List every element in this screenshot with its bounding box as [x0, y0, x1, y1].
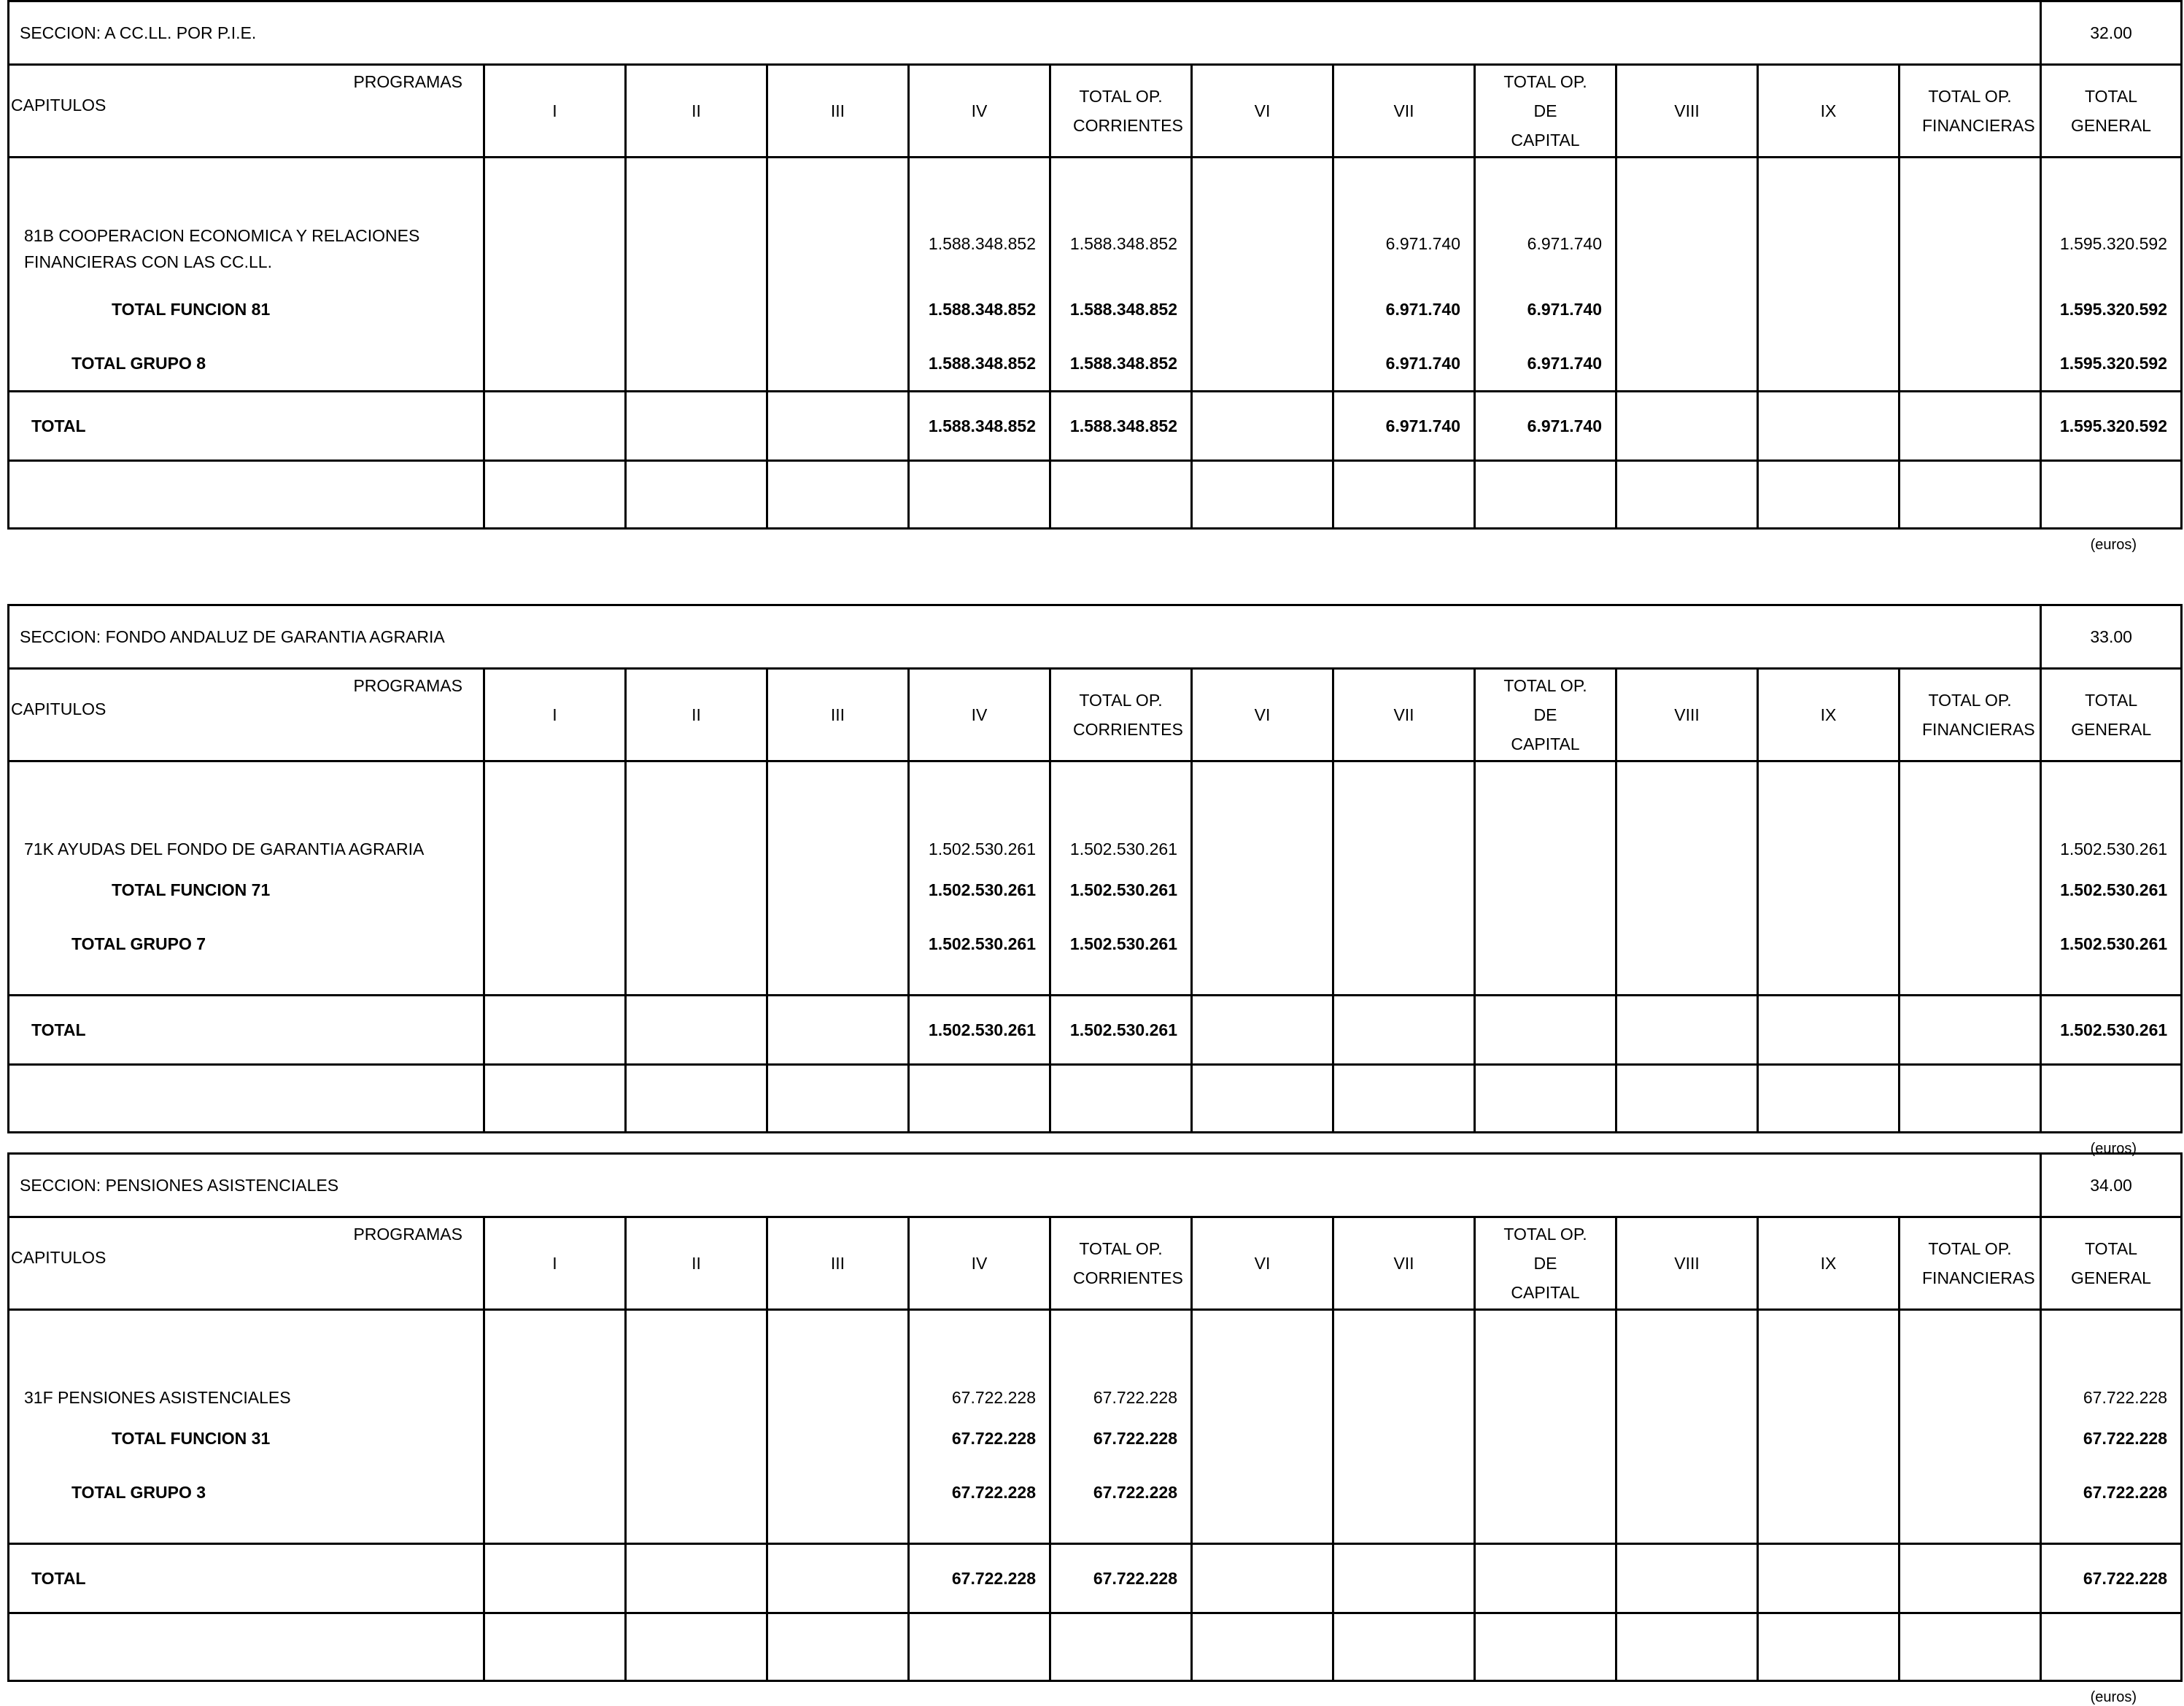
total-value: 67.722.228: [909, 1544, 1050, 1613]
empty-cell: [1758, 461, 1900, 529]
section-code: 34.00: [2041, 1154, 2182, 1217]
column-header: III: [767, 1217, 909, 1310]
capitulos-label: CAPITULOS: [11, 1248, 107, 1267]
column-header: IV: [909, 65, 1050, 158]
empty-cell: [1900, 1613, 2041, 1681]
total-grupo-value: 67.722.228: [2083, 1483, 2167, 1502]
program-value-cell: [1900, 761, 2041, 996]
empty-cell: [9, 1613, 484, 1681]
empty-row: [9, 1065, 2182, 1133]
program-value-cell: [626, 158, 767, 392]
program-value-cell: [1050, 1310, 1192, 1544]
total-grupo-value: 1.502.530.261: [1069, 934, 1177, 953]
column-header: IV: [909, 669, 1050, 761]
total-funcion-value: 1.588.348.852: [928, 300, 1036, 319]
program-value-cell: [2041, 158, 2182, 392]
column-header: II: [626, 669, 767, 761]
total-value: [484, 996, 626, 1065]
total-grupo-value: 1.588.348.852: [1069, 354, 1177, 373]
column-header: I: [484, 1217, 626, 1310]
section-title: SECCION: FONDO ANDALUZ DE GARANTIA AGRARIA: [9, 605, 2041, 669]
column-header: VI: [1192, 669, 1333, 761]
column-header: TOTAL OP. CORRIENTES: [1050, 65, 1192, 158]
total-value: [484, 392, 626, 461]
column-header: IX: [1758, 669, 1900, 761]
column-header: TOTAL GENERAL: [2041, 669, 2182, 761]
section-title: SECCION: A CC.LL. POR P.I.E.: [9, 1, 2041, 65]
programas-label: PROGRAMAS: [353, 676, 462, 695]
empty-cell: [1475, 461, 1616, 529]
budget-section: [0, 1152, 2184, 1705]
total-funcion-label: TOTAL FUNCION 31: [112, 1429, 271, 1448]
empty-cell: [1192, 1065, 1333, 1133]
capitulos-label: CAPITULOS: [11, 96, 107, 115]
empty-cell: [626, 1065, 767, 1133]
section-total-row: [9, 1544, 2182, 1613]
program-value-cell: [767, 158, 909, 392]
column-header: VI: [1192, 65, 1333, 158]
empty-cell: [1900, 461, 2041, 529]
total-value: 67.722.228: [1050, 1544, 1192, 1613]
program-value-cell: [2041, 1310, 2182, 1544]
budget-section: [0, 0, 2184, 553]
unit-note: (euros): [2090, 1141, 2137, 1157]
total-value: [626, 392, 767, 461]
total-value: [767, 1544, 909, 1613]
total-value: [1192, 392, 1333, 461]
section-total-row: [9, 392, 2182, 461]
total-grupo-value: 1.502.530.261: [2060, 934, 2168, 953]
total-value: 1.588.348.852: [1050, 392, 1192, 461]
column-header: TOTAL GENERAL: [2041, 1217, 2182, 1310]
column-header: II: [626, 65, 767, 158]
program-value-cell: [1333, 1310, 1475, 1544]
total-value: [1758, 996, 1900, 1065]
program-value: 1.502.530.261: [1069, 840, 1177, 858]
total-value: [1758, 1544, 1900, 1613]
program-label: 81B COOPERACION ECONOMICA Y RELACIONES FINANCIERAS CON LAS CC.LL.: [24, 226, 420, 271]
total-value: [1616, 1544, 1758, 1613]
program-label-cell: [9, 158, 484, 392]
section-title-row: [9, 1154, 2182, 1217]
empty-cell: [1616, 1613, 1758, 1681]
empty-cell: [1192, 1613, 1333, 1681]
program-value-cell: [1192, 158, 1333, 392]
section-code: 32.00: [2041, 1, 2182, 65]
program-value-cell: [909, 158, 1050, 392]
empty-cell: [909, 1613, 1050, 1681]
program-value-cell: [1616, 761, 1758, 996]
total-label: TOTAL: [9, 392, 484, 461]
programas-label: PROGRAMAS: [353, 72, 462, 91]
total-grupo-value: 1.502.530.261: [928, 934, 1036, 953]
program-value-cell: [1616, 1310, 1758, 1544]
column-header-row: [9, 1217, 2182, 1310]
empty-cell: [9, 1065, 484, 1133]
total-grupo-value: 67.722.228: [1093, 1483, 1177, 1502]
column-header: IX: [1758, 1217, 1900, 1310]
program-value-cell: [1900, 158, 2041, 392]
program-value-cell: [909, 1310, 1050, 1544]
total-value: [767, 392, 909, 461]
program-label: 71K AYUDAS DEL FONDO DE GARANTIA AGRARIA: [24, 840, 425, 858]
program-value-cell: [1050, 761, 1192, 996]
empty-cell: [1333, 1065, 1475, 1133]
program-block: [9, 1310, 2182, 1544]
column-header: TOTAL OP. FINANCIERAS: [1900, 1217, 2041, 1310]
program-value: 6.971.740: [1527, 234, 1602, 253]
total-grupo-value: 1.588.348.852: [928, 354, 1036, 373]
column-header: III: [767, 65, 909, 158]
program-label: 31F PENSIONES ASISTENCIALES: [24, 1388, 291, 1407]
program-value-cell: [626, 761, 767, 996]
program-value-cell: [484, 158, 626, 392]
column-header: IX: [1758, 65, 1900, 158]
total-value: [1900, 996, 2041, 1065]
empty-cell: [1475, 1065, 1616, 1133]
capitulos-header-cell: [9, 1217, 484, 1310]
empty-cell: [767, 461, 909, 529]
total-value: [1192, 1544, 1333, 1613]
program-value-cell: [1192, 1310, 1333, 1544]
empty-cell: [1192, 461, 1333, 529]
total-value: [1758, 392, 1900, 461]
empty-cell: [1900, 1065, 2041, 1133]
column-header: VIII: [1616, 1217, 1758, 1310]
program-value-cell: [767, 1310, 909, 1544]
total-funcion-label: TOTAL FUNCION 81: [112, 300, 271, 319]
empty-cell: [1616, 461, 1758, 529]
capitulos-header-cell: [9, 669, 484, 761]
empty-cell: [484, 1613, 626, 1681]
program-label-cell: [9, 761, 484, 996]
column-header-row: [9, 65, 2182, 158]
budget-table: [7, 0, 2183, 530]
column-header: TOTAL OP. CORRIENTES: [1050, 1217, 1192, 1310]
column-header: VI: [1192, 1217, 1333, 1310]
program-value-cell: [626, 1310, 767, 1544]
total-value: [484, 1544, 626, 1613]
program-value-cell: [1900, 1310, 2041, 1544]
column-header: IV: [909, 1217, 1050, 1310]
program-value-cell: [1758, 158, 1900, 392]
total-value: [1900, 1544, 2041, 1613]
capitulos-label: CAPITULOS: [11, 699, 107, 718]
programas-label: PROGRAMAS: [353, 1225, 462, 1244]
total-value: [1333, 996, 1475, 1065]
program-value: 1.588.348.852: [1069, 234, 1177, 253]
total-value: [1333, 1544, 1475, 1613]
empty-cell: [2041, 1065, 2182, 1133]
section-total-row: [9, 996, 2182, 1065]
total-value: [626, 1544, 767, 1613]
program-value: 1.588.348.852: [928, 234, 1036, 253]
total-value: [1475, 1544, 1616, 1613]
total-value: 6.971.740: [1475, 392, 1616, 461]
total-value: 1.588.348.852: [909, 392, 1050, 461]
column-header: TOTAL OP. FINANCIERAS: [1900, 65, 2041, 158]
total-value: 1.595.320.592: [2041, 392, 2182, 461]
program-value: 6.971.740: [1385, 234, 1460, 253]
empty-cell: [484, 1065, 626, 1133]
total-funcion-value: 1.595.320.592: [2059, 300, 2167, 319]
total-funcion-value: 67.722.228: [1093, 1429, 1177, 1448]
total-funcion-value: 67.722.228: [2083, 1429, 2167, 1448]
program-label-cell: [9, 1310, 484, 1544]
program-value-cell: [767, 761, 909, 996]
column-header: III: [767, 669, 909, 761]
total-funcion-label: TOTAL FUNCION 71: [112, 880, 271, 899]
empty-cell: [909, 1065, 1050, 1133]
program-value: 1.502.530.261: [2060, 840, 2168, 858]
section-title-row: [9, 1, 2182, 65]
column-header-row: [9, 669, 2182, 761]
program-value: 1.595.320.592: [2059, 234, 2167, 253]
column-header: TOTAL OP. FINANCIERAS: [1900, 669, 2041, 761]
program-value-cell: [1758, 1310, 1900, 1544]
budget-table: [7, 604, 2183, 1133]
column-header: I: [484, 65, 626, 158]
empty-cell: [2041, 461, 2182, 529]
empty-cell: [767, 1613, 909, 1681]
total-value: [1616, 392, 1758, 461]
total-grupo-label: TOTAL GRUPO 7: [71, 934, 206, 953]
column-header: I: [484, 669, 626, 761]
empty-cell: [767, 1065, 909, 1133]
total-value: [1616, 996, 1758, 1065]
program-value-cell: [1333, 158, 1475, 392]
unit-note: (euros): [2090, 1689, 2137, 1705]
column-header: VII: [1333, 65, 1475, 158]
total-funcion-value: 1.502.530.261: [928, 880, 1036, 899]
total-grupo-label: TOTAL GRUPO 8: [71, 354, 206, 373]
program-value-cell: [1050, 158, 1192, 392]
empty-cell: [626, 1613, 767, 1681]
empty-cell: [1050, 1613, 1192, 1681]
empty-row: [9, 1613, 2182, 1681]
total-funcion-value: 6.971.740: [1385, 300, 1460, 319]
column-header: TOTAL OP. DE CAPITAL: [1475, 669, 1616, 761]
program-value: 67.722.228: [1093, 1388, 1177, 1407]
empty-cell: [2041, 1613, 2182, 1681]
total-grupo-value: 6.971.740: [1527, 354, 1602, 373]
total-funcion-value: 1.502.530.261: [2060, 880, 2168, 899]
total-funcion-value: 1.588.348.852: [1069, 300, 1177, 319]
program-block: [9, 761, 2182, 996]
empty-cell: [9, 461, 484, 529]
total-value: 1.502.530.261: [1050, 996, 1192, 1065]
program-value-cell: [1616, 158, 1758, 392]
empty-cell: [626, 461, 767, 529]
total-grupo-label: TOTAL GRUPO 3: [71, 1483, 206, 1502]
total-value: [767, 996, 909, 1065]
total-grupo-value: 67.722.228: [951, 1483, 1036, 1502]
total-funcion-value: 1.502.530.261: [1069, 880, 1177, 899]
total-value: 6.971.740: [1333, 392, 1475, 461]
program-value-cell: [1333, 761, 1475, 996]
total-funcion-value: 67.722.228: [951, 1429, 1036, 1448]
empty-cell: [484, 461, 626, 529]
total-value: 1.502.530.261: [2041, 996, 2182, 1065]
budget-table: [7, 1152, 2183, 1682]
column-header: TOTAL GENERAL: [2041, 65, 2182, 158]
column-header: TOTAL OP. DE CAPITAL: [1475, 1217, 1616, 1310]
program-value-cell: [2041, 761, 2182, 996]
budget-section: [0, 604, 2184, 1157]
total-value: [1900, 392, 2041, 461]
total-label: TOTAL: [9, 1544, 484, 1613]
empty-cell: [1050, 461, 1192, 529]
program-value-cell: [1475, 158, 1616, 392]
total-funcion-value: 6.971.740: [1527, 300, 1602, 319]
total-value: 1.502.530.261: [909, 996, 1050, 1065]
total-value: [626, 996, 767, 1065]
column-header: VIII: [1616, 65, 1758, 158]
total-value: [1192, 996, 1333, 1065]
program-value-cell: [909, 761, 1050, 996]
section-title-row: [9, 605, 2182, 669]
column-header: II: [626, 1217, 767, 1310]
program-value-cell: [1758, 761, 1900, 996]
column-header: VII: [1333, 669, 1475, 761]
total-value: [1475, 996, 1616, 1065]
empty-cell: [1616, 1065, 1758, 1133]
program-value-cell: [1475, 1310, 1616, 1544]
column-header: VII: [1333, 1217, 1475, 1310]
program-value-cell: [1192, 761, 1333, 996]
program-value-cell: [484, 1310, 626, 1544]
empty-cell: [1475, 1613, 1616, 1681]
section-code: 33.00: [2041, 605, 2182, 669]
unit-note: (euros): [2090, 537, 2137, 553]
total-grupo-value: 1.595.320.592: [2059, 354, 2167, 373]
column-header: TOTAL OP. CORRIENTES: [1050, 669, 1192, 761]
program-value-cell: [484, 761, 626, 996]
empty-row: [9, 461, 2182, 529]
total-grupo-value: 6.971.740: [1385, 354, 1460, 373]
program-value-cell: [1475, 761, 1616, 996]
empty-cell: [1050, 1065, 1192, 1133]
capitulos-header-cell: [9, 65, 484, 158]
empty-cell: [909, 461, 1050, 529]
program-value: 67.722.228: [2083, 1388, 2167, 1407]
empty-cell: [1758, 1065, 1900, 1133]
total-value: 67.722.228: [2041, 1544, 2182, 1613]
program-value: 67.722.228: [951, 1388, 1036, 1407]
section-title: SECCION: PENSIONES ASISTENCIALES: [9, 1154, 2041, 1217]
program-value: 1.502.530.261: [928, 840, 1036, 858]
total-label: TOTAL: [9, 996, 484, 1065]
empty-cell: [1758, 1613, 1900, 1681]
empty-cell: [1333, 1613, 1475, 1681]
column-header: VIII: [1616, 669, 1758, 761]
column-header: TOTAL OP. DE CAPITAL: [1475, 65, 1616, 158]
empty-cell: [1333, 461, 1475, 529]
program-block: [9, 158, 2182, 392]
